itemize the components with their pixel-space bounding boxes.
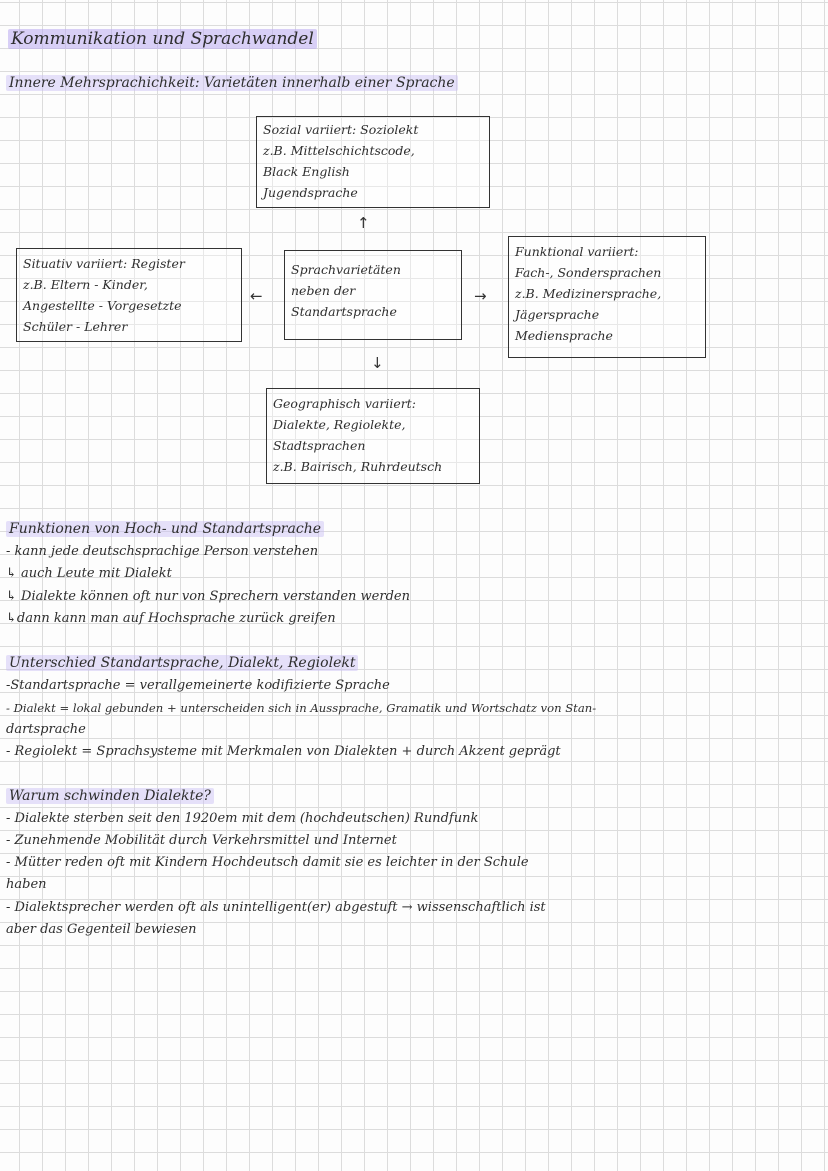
note-line: haben — [6, 877, 47, 892]
section-heading — [6, 518, 324, 540]
note-line: dartsprache — [6, 722, 86, 737]
arrow-right-icon: → — [474, 287, 487, 305]
center-box — [284, 250, 462, 340]
geographic-variety-line: Dialekte, Regiolekte, — [273, 417, 406, 432]
note-line: -Standartsprache = verallgemeinerte kodifizierte Sprache — [6, 678, 390, 693]
social-variety-line: Black English — [263, 164, 350, 179]
center-line: Standartsprache — [291, 304, 397, 319]
page-title — [8, 28, 317, 50]
note-line: - kann jede deutschsprachige Person verstehen — [6, 544, 319, 559]
section-heading-text: Funktionen von Hoch- und Standartsprache — [6, 521, 324, 537]
page-subtitle — [6, 72, 458, 94]
center-line: neben der — [291, 283, 356, 298]
center-line: Sprachvarietäten — [291, 262, 401, 277]
geographic-variety-box — [266, 388, 480, 484]
situational-variety-line: z.B. Eltern - Kinder, — [23, 277, 148, 292]
note-line: - Dialektsprecher werden oft als unintelligent(er) abgestuft → wissenschaftlich ist — [6, 900, 546, 915]
section-heading — [6, 652, 358, 674]
functional-variety-line: Mediensprache — [515, 328, 613, 343]
situational-variety-line: Schüler - Lehrer — [23, 319, 128, 334]
section-heading — [6, 785, 214, 807]
functional-variety-line: Funktional variiert: — [515, 244, 639, 259]
social-variety-line: Jugendsprache — [263, 185, 358, 200]
page-title-text: Kommunikation und Sprachwandel — [8, 29, 317, 49]
arrow-left-icon: ← — [250, 287, 263, 305]
geographic-variety-line: Geographisch variiert: — [273, 396, 416, 411]
section-heading-text: Unterschied Standartsprache, Dialekt, Regiolekt — [6, 655, 358, 671]
note-line: - Dialekt = lokal gebunden + unterscheiden sich in Aussprache, Gramatik und Wortschatz von Stan- — [6, 701, 597, 715]
note-line: ↳ auch Leute mit Dialekt — [6, 566, 172, 581]
note-line: ↳dann kann man auf Hochsprache zurück greifen — [6, 611, 336, 626]
note-line: - Mütter reden oft mit Kindern Hochdeutsch damit sie es leichter in der Schule — [6, 855, 529, 870]
social-variety-line: Sozial variiert: Soziolekt — [263, 122, 419, 137]
geographic-variety-line: z.B. Bairisch, Ruhrdeutsch — [273, 459, 443, 474]
functional-variety-line: z.B. Medizinersprache, — [515, 286, 662, 301]
note-line: aber das Gegenteil bewiesen — [6, 922, 197, 937]
situational-variety-box — [16, 248, 242, 342]
note-line: - Regiolekt = Sprachsysteme mit Merkmalen von Dialekten + durch Akzent geprägt — [6, 744, 561, 759]
situational-variety-line: Angestellte - Vorgesetzte — [23, 298, 182, 313]
arrow-down-icon: ↓ — [371, 354, 384, 372]
situational-variety-line: Situativ variiert: Register — [23, 256, 185, 271]
social-variety-box — [256, 116, 490, 208]
geographic-variety-line: Stadtsprachen — [273, 438, 366, 453]
page-subtitle-text: Innere Mehrsprachichkeit: Varietäten innerhalb einer Sprache — [6, 75, 458, 91]
functional-variety-box — [508, 236, 706, 358]
arrow-up-icon: ↑ — [357, 214, 370, 232]
note-line: - Zunehmende Mobilität durch Verkehrsmittel und Internet — [6, 833, 397, 848]
section-heading-text: Warum schwinden Dialekte? — [6, 788, 214, 804]
functional-variety-line: Jägersprache — [515, 307, 600, 322]
functional-variety-line: Fach-, Sondersprachen — [515, 265, 662, 280]
note-line: - Dialekte sterben seit den 1920em mit dem (hochdeutschen) Rundfunk — [6, 811, 479, 826]
note-line: ↳ Dialekte können oft nur von Sprechern verstanden werden — [6, 589, 410, 604]
social-variety-line: z.B. Mittelschichtscode, — [263, 143, 415, 158]
